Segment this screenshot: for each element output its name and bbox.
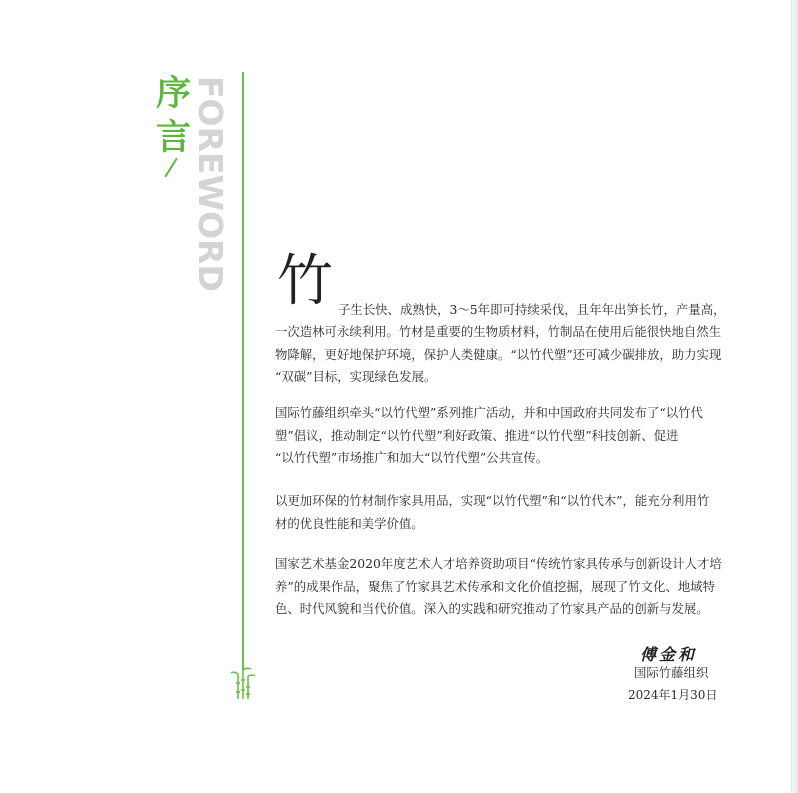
- bamboo-icon: [230, 666, 256, 700]
- signature: 傅金和: [640, 645, 698, 664]
- paragraph-3: [275, 490, 723, 535]
- title-slash-decoration: [164, 158, 177, 177]
- text-line: 以更加环保的竹材制作家具用品，实现“以竹代塑”和“以竹代木”，能充分利用竹: [275, 493, 710, 508]
- text-line: “双碳”目标，实现绿色发展。: [275, 369, 437, 384]
- text-line: 国际竹藤组织牵头“以竹代塑”系列推广活动，并和中国政府共同发布了“以竹代: [275, 405, 703, 420]
- vertical-divider: [242, 72, 244, 670]
- paragraph-1: [275, 321, 723, 389]
- paragraph-1-first-line: 子生长快、成熟快，3～5年即可持续采伐，且年年出笋长竹，产量高，: [338, 302, 726, 317]
- text-line: 塑”倡议，推动制定“以竹代塑”利好政策、推进“以竹代塑”科技创新、促进: [275, 427, 679, 443]
- dropcap: 竹: [277, 249, 333, 314]
- text-line: 色、时代风貌和当代价值。深入的实践和研究推动了竹家具产品的创新与发展。: [275, 601, 709, 616]
- date: 2024年1月30日: [628, 688, 718, 702]
- text-line: 养”的成果作品，聚焦了竹家具艺术传承和文化价值挖掘，展现了竹文化、地域特: [275, 578, 716, 594]
- paragraph-4: [275, 553, 723, 621]
- text-line: 物降解，更好地保护环境，保护人类健康。“以竹代塑”还可减少碳排放，助力实现: [275, 346, 722, 362]
- paragraph-2: [275, 402, 723, 470]
- organization-name: 国际竹藤组织: [634, 665, 709, 680]
- text-line: 材的优良性能和美学价值。: [275, 515, 424, 531]
- title-char: 言: [156, 117, 192, 158]
- foreword-heading: FOREWORD: [191, 76, 230, 292]
- title-char: 序: [156, 73, 192, 114]
- page-title: [156, 72, 196, 160]
- page-edge: [791, 0, 798, 793]
- text-line: 国家艺术基金2020年度艺术人才培养资助项目“传统竹家具传承与创新设计人才培: [275, 556, 722, 571]
- text-line: “以竹代塑”市场推广和加大“以竹代塑”公共宣传。: [275, 450, 549, 465]
- text-line: 一次造林可永续利用。竹材是重要的生物质材料，竹制品在使用后能很快地自然生: [275, 324, 722, 339]
